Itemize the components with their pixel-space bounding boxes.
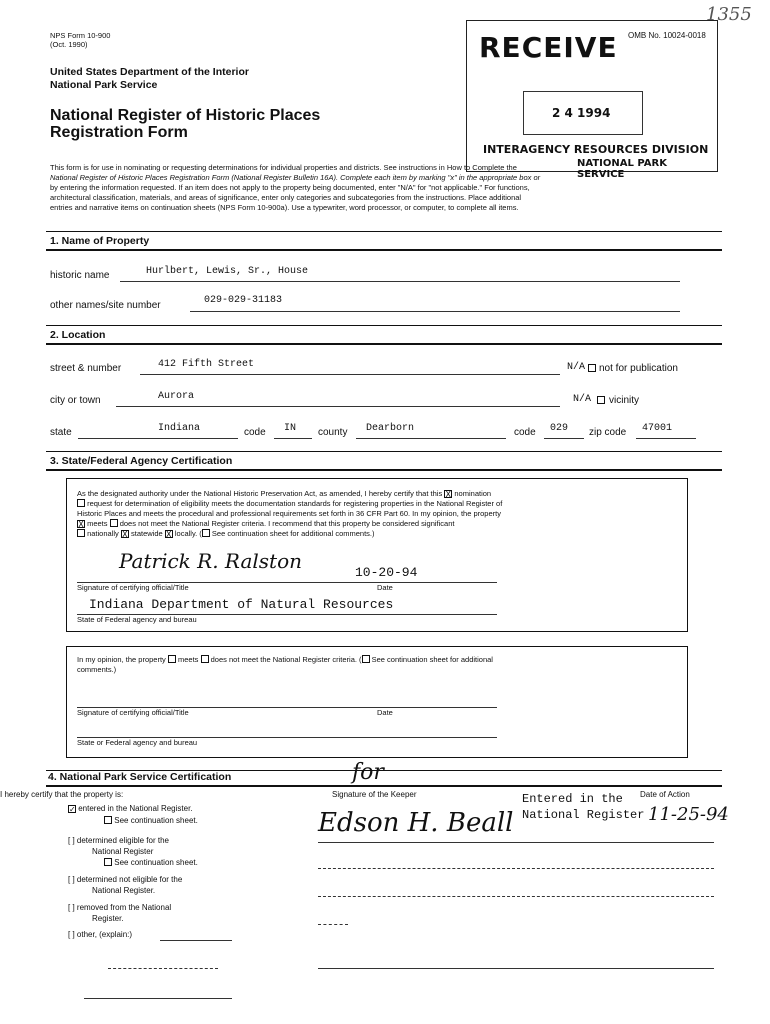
received-stamp [466,20,718,180]
for-text: for [352,760,384,785]
removed-bracket[interactable]: [ ] [68,903,75,912]
opinion-line: See continuation sheet for additional [371,655,493,664]
eligible-bracket[interactable]: [ ] [68,836,75,845]
city-label: city or town [50,395,101,406]
opinion-line: does not meet the National Register criteria. ( [210,655,362,664]
state-label: state [50,427,72,438]
entered-option [68,804,193,815]
opinion-continuation-checkbox[interactable] [362,655,370,663]
section3-heading: 3. State/Federal Agency Certification [50,455,233,467]
instructions-line: by entering the information requested. If an item does not apply to the property being documented, enter "N/A" for "not applicable." For functions, [50,183,530,192]
nfp-label: not for publication [599,363,678,374]
other-sig-line [318,968,714,969]
cert-line: nomination [454,489,492,498]
opinion-box [66,646,688,758]
zip-line [636,438,696,439]
entered-stamp-1: Entered in the [522,792,623,806]
not-eligible-bracket[interactable]: [ ] [68,875,75,884]
cert-line: meets [87,519,108,528]
form-title-2: Registration Form [50,124,188,141]
street-label: street & number [50,363,122,374]
option-label: removed from the National [76,903,172,912]
state-code-value[interactable]: IN [284,423,297,434]
instructions-line: architectural classification, materials, and areas of significance, enter only categories and subcategories from the instructions. Place additional [50,193,522,202]
opinion-meets-checkbox[interactable] [168,655,176,663]
certification-text [77,489,682,539]
certification-box [66,478,688,632]
cert-line: Historic Places and meets the procedural and professional requirements set forth in 36 CFR Part 60. In my opinion, the property [77,509,501,518]
state-line [78,438,238,439]
entered-continuation [104,816,198,827]
vicinity-label: vicinity [609,395,640,406]
signature-label: Signature of certifying official/Title [77,583,189,592]
opinion-text [77,655,682,675]
state-code-line [274,438,312,439]
keeper-line [318,842,714,843]
cert-line: nationally [87,529,119,538]
historic-name-line [120,281,680,282]
entered-checkbox[interactable]: ✓ [69,805,76,814]
city-line [116,406,560,407]
entered-stamp-2: National Register [522,808,645,822]
county-code-label: code [514,427,536,438]
divider [46,231,722,232]
cert-line: statewide [130,529,163,538]
cert-line: locally. ( [174,529,202,538]
bottom-line [84,998,232,999]
nfp-checkbox[interactable] [588,364,596,372]
received-text: RECEIVE [479,31,618,64]
option-label: other, (explain:) [76,930,133,939]
cert-line: does not meet the National Register criteria. I recommend that this property be considered significant [119,519,455,528]
action-date-label: Date of Action [640,790,690,799]
option-label: Register. [92,914,124,923]
agency-label: State of Federal agency and bureau [77,615,197,624]
option-label: determined not eligible for the [76,875,183,884]
other-option [68,930,132,941]
city-value[interactable]: Aurora [158,391,195,402]
removed-option [68,903,171,914]
zip-value[interactable]: 47001 [642,423,673,434]
eligible-sig-line [318,868,714,869]
instructions-line: entries and narrative items on continuation sheets (NPS Form 10-900a). Use a typewriter, word processor, or computer, to complete all items. [50,203,519,212]
keeper-signature: Edson H. Beall [318,808,514,838]
option-label: National Register. [92,886,156,895]
divider [46,451,722,452]
county-code-value[interactable]: 029 [550,423,569,434]
form-number: NPS Form 10-900 [50,31,111,40]
option-label: See continuation sheet. [114,816,198,825]
agency2-label: State or Federal agency and bureau [77,738,198,747]
meets-checkbox[interactable]: X [78,520,84,529]
section1-heading: 1. Name of Property [50,235,150,247]
date-label: Date [377,583,393,592]
certify-text: I hereby certify that the property is: [0,790,124,799]
other-names-line [190,311,680,312]
continuation-checkbox[interactable] [202,529,210,537]
option-label: National Register [92,847,154,856]
opinion-not-meets-checkbox[interactable] [201,655,209,663]
nomination-checkbox[interactable]: X [445,490,452,499]
signature2-label: Signature of certifying official/Title [77,708,189,717]
street-line [140,374,560,375]
keeper-label: Signature of the Keeper [332,790,417,799]
cert-line: See continuation sheet for additional comments.) [211,529,375,538]
historic-name-label: historic name [50,270,110,281]
section2-heading: 2. Location [50,329,106,341]
county-code-line [544,438,584,439]
divider [46,249,722,251]
removed-sig-line [318,924,348,925]
other-extra-line [108,968,218,969]
stamp-date-box [523,91,643,135]
vicinity-checkbox[interactable] [597,396,605,404]
county-label: county [318,427,348,438]
opinion-line: In my opinion, the property [77,655,166,664]
zip-label: zip code [589,427,627,438]
vicinity-value: N/A [573,394,592,405]
historic-name-value[interactable]: Hurlbert, Lewis, Sr., House [146,266,309,277]
form-title-1: National Register of Historic Places [50,107,321,124]
other-bracket[interactable]: [ ] [68,930,75,939]
nationally-checkbox[interactable] [77,529,85,537]
instructions-line: National Register of Historic Places Registration Form (National Register Bulletin 16A). Complete each item by marking "x" in the appropriate box or [50,173,541,182]
stamp-service: NATIONAL PARK SERVICE [577,158,667,180]
divider [46,469,722,471]
street-value[interactable]: 412 Fifth Street [158,359,255,370]
option-label: See continuation sheet. [114,858,198,867]
stamp-division: INTERAGENCY RESOURCES DIVISION [483,143,709,156]
section4-heading: 4. National Park Service Certification [48,771,232,783]
not-eligible-option [68,875,182,886]
cert-line: As the designated authority under the National Historic Preservation Act, as amended, I hereby certify that this [77,489,443,498]
opinion-line: meets [178,655,199,664]
other-names-label: other names/site number [50,300,161,311]
other-line [160,940,232,941]
eligible-option [68,836,169,847]
instructions [50,163,730,213]
option-label: determined eligible for the [76,836,169,845]
date2-label: Date [377,708,393,717]
divider [46,325,722,326]
other-names-value[interactable]: 029-029-31183 [204,295,283,306]
department: United States Department of the Interior [50,66,249,78]
eligible-continuation [104,858,198,869]
county-line [356,438,506,439]
divider [46,785,722,787]
instructions-line: This form is for use in nominating or requesting determinations for individual properties and districts. See instructions in How to Complete the [50,163,517,172]
form-date: (Oct. 1990) [50,40,88,49]
opinion-line: comments.) [77,665,117,674]
eligibility-checkbox[interactable] [77,499,85,507]
county-value[interactable]: Dearborn [366,423,415,434]
locally-checkbox[interactable]: X [166,530,172,539]
service: National Park Service [50,79,158,91]
eligible-continuation-checkbox[interactable] [104,858,112,866]
signature-date-value: 10-20-94 [355,565,418,580]
statewide-checkbox[interactable]: X [122,530,128,539]
stamp-date: 2 4 1994 [552,106,611,120]
cert-line: request for determination of eligibility meets the documentation standards for registering properties in the National Register of [87,499,503,508]
corner-number: 1355 [706,4,752,25]
state-code-label: code [244,427,266,438]
divider [46,343,722,345]
state-value[interactable]: Indiana [158,423,201,434]
certifying-signature: Patrick R. Ralston [119,549,302,573]
action-date-value: 11-25-94 [648,804,729,825]
agency-value: Indiana Department of Natural Resources [89,597,394,612]
not-eligible-sig-line [318,896,714,897]
omb-number: OMB No. 10024-0018 [628,31,706,40]
does-not-meet-checkbox[interactable] [110,519,118,527]
nfp-value: N/A [567,362,586,373]
option-label: entered in the National Register. [78,804,193,813]
entered-continuation-checkbox[interactable] [104,816,112,824]
